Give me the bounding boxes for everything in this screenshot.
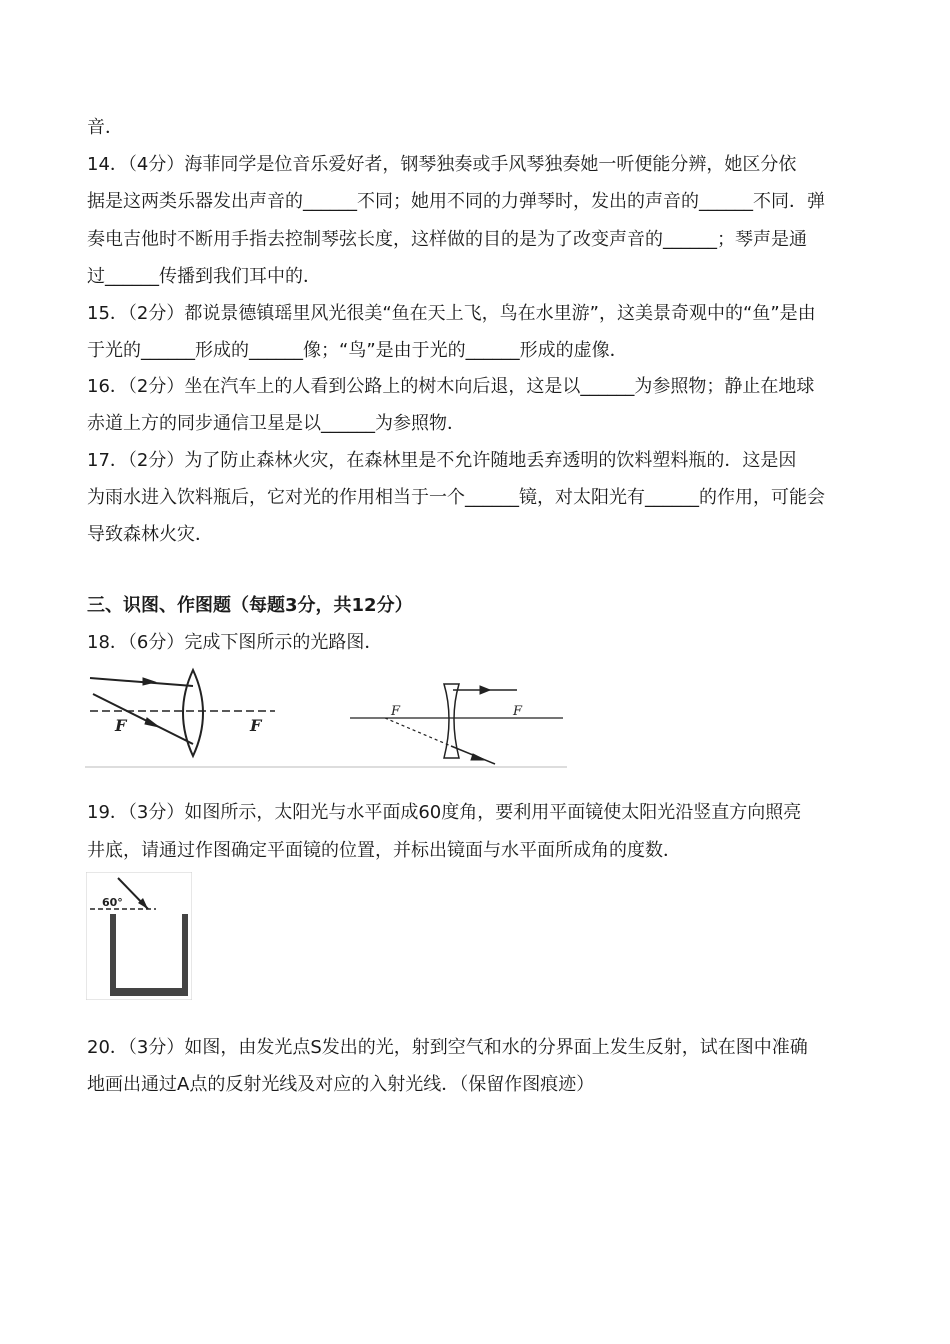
section-3-heading: 三、识图、作图题（每题3分，共12分） — [87, 595, 413, 616]
q17-line-1: 17．（2分）为了防止森林火灾，在森林里是不允许随地丢弃透明的饮料塑料瓶的．这是因 — [87, 450, 797, 471]
q14-line-1: 14．（4分）海菲同学是位音乐爱好者，钢琴独奏或手风琴独奏她一听便能分辨，她区分依 — [87, 154, 797, 175]
angle-label: 60° — [102, 896, 123, 909]
q17-line-3: 导致森林火灾． — [87, 524, 213, 545]
q17-line-2: 为雨水进入饮料瓶后，它对光的作用相当于一个______镜，对太阳光有______的作用，可能会 — [87, 487, 825, 508]
convex-lens-diagram — [90, 670, 275, 756]
lens-focus-right: F — [250, 716, 262, 735]
q15-line-1: 15．（2分）都说景德镇瑶里风光很美“鱼在天上飞，鸟在水里游”，这美景奇观中的“鱼”是由 — [87, 303, 816, 324]
q19-line-2: 井底，请通过作图确定平面镜的位置，并标出镜面与水平面所成角的度数． — [87, 840, 681, 861]
q14-line-2: 据是这两类乐器发出声音的______不同；她用不同的力弹琴时，发出的声音的______不同．弹 — [87, 191, 825, 212]
q13-end: 音． — [87, 117, 123, 138]
q19-well-figure — [86, 872, 192, 1000]
lens-focus-left: F — [115, 716, 127, 735]
q16-line-2: 赤道上方的同步通信卫星是以______为参照物． — [87, 413, 465, 434]
q14-line-4: 过______传播到我们耳中的． — [87, 266, 321, 287]
q16-line-1: 16．（2分）坐在汽车上的人看到公路上的树木向后退，这是以______为参照物；静止在地球 — [87, 376, 815, 397]
q18-figure — [85, 666, 567, 768]
q15-line-2: 于光的______形成的______像；“鸟”是由于光的______形成的虚像． — [87, 340, 628, 361]
concave-focus-right: F — [513, 704, 523, 719]
q18-line-1: 18．（6分）完成下图所示的光路图． — [87, 632, 383, 653]
q19-line-1: 19．（3分）如图所示，太阳光与水平面成60度角，要利用平面镜使太阳光沿竖直方向照亮 — [87, 802, 802, 823]
concave-lens-diagram — [350, 684, 563, 764]
concave-focus-left: F — [391, 704, 401, 719]
q20-line-1: 20．（3分）如图，由发光点S发出的光，射到空气和水的分界面上发生反射，试在图中准确 — [87, 1037, 808, 1058]
q20-line-2: 地画出通过A点的反射光线及对应的入射光线．（保留作图痕迹） — [87, 1074, 595, 1095]
q14-line-3: 奏电吉他时不断用手指去控制琴弦长度，这样做的目的是为了改变声音的______；琴声是通 — [87, 229, 807, 250]
